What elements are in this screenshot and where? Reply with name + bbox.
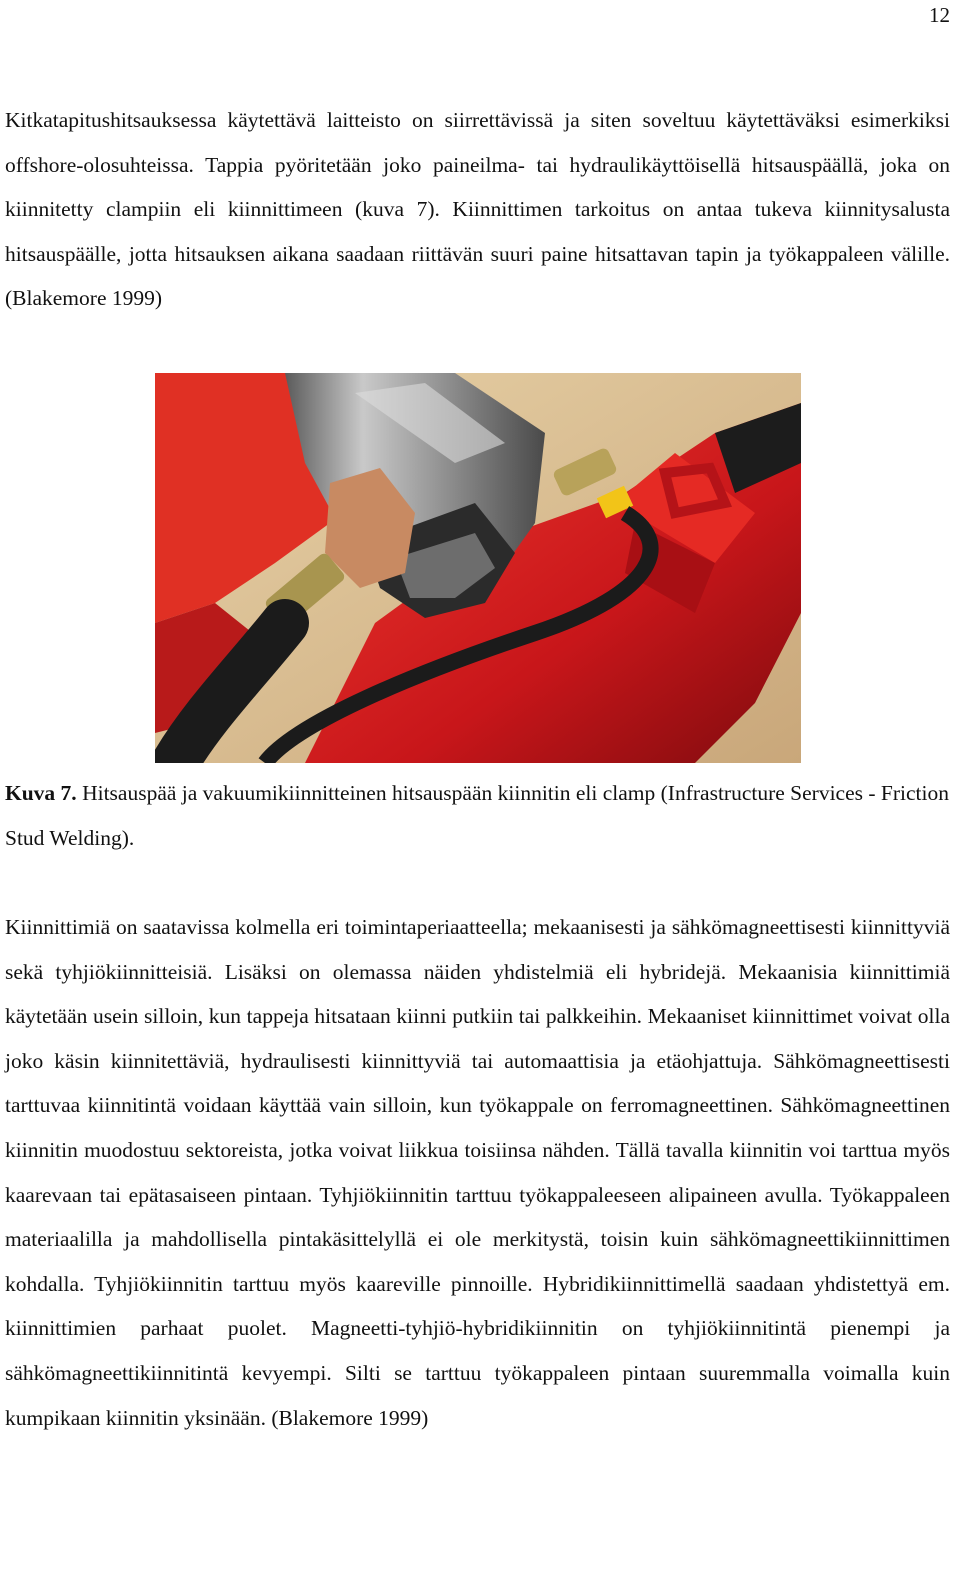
welding-head-clamp-photo bbox=[155, 373, 801, 763]
paragraph-clamps: Kiinnittimiä on saatavissa kolmella eri toimintaperiaatteella; mekaanisesti ja sähkömagneettisesti kiinnittyviä sekä tyhjiökiinnitteisiä. Lisäksi on olemassa näiden yhdistelmiä eli hybridejä. Mekaanisia kiinnittimiä käytetään usein silloin, kun tappeja hitsataan kiinni putkiin tai palkkeihin. Mekaaniset kiinnittimet voivat olla joko käsin kiinnitettäviä, hydraulisesti kiinnittyviä tai automaattisia ja etäohjattuja. Sähkömagneettisesti tarttuvaa kiinnitintä voidaan käyttää vain silloin, kun työkappale on ferromagneettinen. Sähkömagneettinen kiinnitin muodostuu sektoreista, jotka voivat liikkua toisiinsa nähden. Tällä tavalla kiinnitin voi tarttua myös kaarevaan tai epätasaiseen pintaan. Tyhjiökiinnitin tarttuu työkappaleeseen alipaineen avulla. Työkappaleen materiaalilla ja mahdollisella pintakäsittelyllä ei ole merkitystä, toisin kuin sähkömagneettikiinnittimen kohdalla. Tyhjiökiinnitin tarttuu myös kaareville pinnoille. Hybridikiinnittimellä saadaan yhdistettyä em. kiinnittimien parhaat puolet. Magneetti-tyhjiö-hybridikiinnitin on tyhjiökiinnitintä pienempi ja sähkömagneettikiinnitintä kevyempi. Silti se tarttuu työkappaleen pintaan suuremmalla voimalla kuin kumpikaan kiinnitin yksinään. (Blakemore 1999) bbox=[5, 915, 950, 1430]
page-number: 12 bbox=[929, 3, 950, 27]
caption-label: Kuva 7. bbox=[5, 781, 77, 805]
figure-caption bbox=[5, 771, 950, 860]
paragraph-intro: Kitkatapitushitsauksessa käytettävä laitteisto on siirrettävissä ja siten soveltuu käytettäväksi esimerkiksi offshore-olosuhteissa. Tappia pyöritetään joko paineilma- tai hydraulikäyttöisellä hitsauspäällä, joka on kiinnitetty clampiin eli kiinnittimeen (kuva 7). Kiinnittimen tarkoitus on antaa tukeva kiinnitysalusta hitsauspäälle, jotta hitsauksen aikana saadaan riittävän suuri paine hitsattavan tapin ja työkappaleen välille. (Blakemore 1999) bbox=[5, 108, 950, 311]
figure-photo bbox=[155, 373, 801, 763]
caption-text: Hitsauspää ja vakuumikiinnitteinen hitsauspään kiinnitin eli clamp (Infrastructure Services - Friction Stud Welding). bbox=[5, 781, 950, 850]
